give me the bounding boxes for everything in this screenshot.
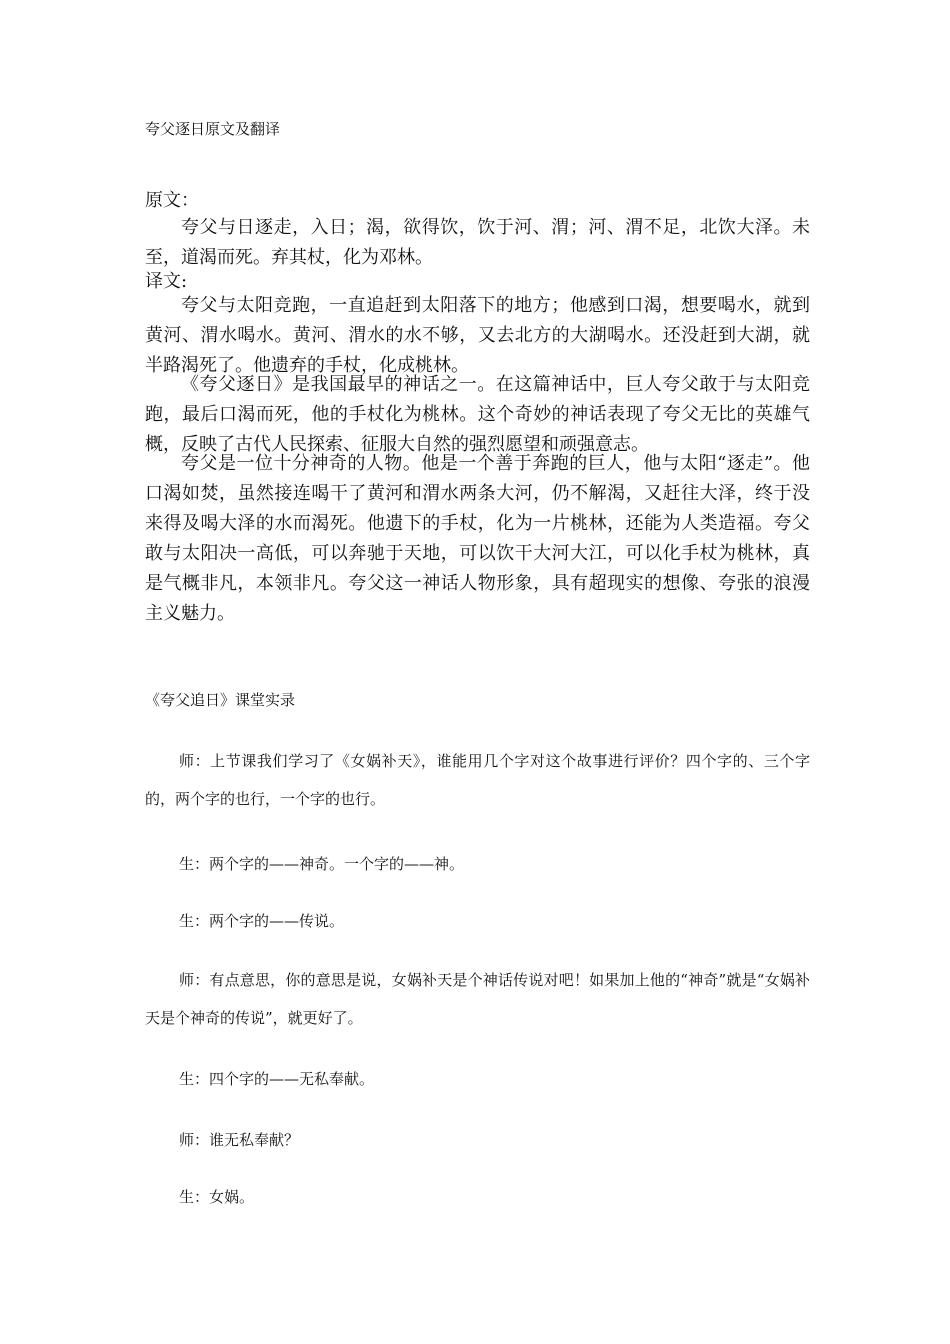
- analysis-paragraph: 《夸父逐日》是我国最早的神话之一。在这篇神话中，巨人夸父敢于与太阳竞跑，最后口渴而死，他的手杖化为桃林。这个奇妙的神话表现了夸父无比的英雄气概，反映了古代人民探索、征服大自然的强烈愿望和顽强意志。: [145, 374, 810, 455]
- translation-paragraph: 夸父与太阳竞跑，一直追赶到太阳落下的地方；他感到口渴，想要喝水，就到黄河、渭水喝水。黄河、渭水的水不够，又去北方的大湖喝水。还没赶到大湖，就半路渴死了。他遗弃的手杖，化成桃林。: [145, 295, 810, 376]
- dialogue-line: 生：四个字的——无私奉献。: [179, 1070, 375, 1088]
- dialogue-line: 师：有点意思，你的意思是说，女娲补天是个神话传说对吧！如果加上他的“神奇”就是“女娲补天是个神奇的传说”，就更好了。: [145, 971, 810, 1027]
- original-label: 原文：: [145, 190, 199, 211]
- lesson-title: 《夸父追日》课堂实录: [145, 691, 296, 709]
- dialogue-line: 生：两个字的——传说。: [179, 912, 345, 930]
- character-paragraph: 夸父是一位十分神奇的人物。他是一个善于奔跑的巨人，他与太阳“逐走”。他口渴如焚，虽然接连喝干了黄河和渭水两条大河，仍不解渴，又赶往大泽，终于没来得及喝大泽的水而渴死。他遗下的手杖，化为一片桃林，还能为人类造福。夸父敢与太阳决一高低，可以奔驰于天地，可以饮干大河大江，可以化手杖为桃林，真是气概非凡，本领非凡。夸父这一神话人物形象，具有超现实的想像、夸张的浪漫主义魅力。: [145, 453, 810, 624]
- dialogue-line: 师：谁无私奉献？: [179, 1131, 300, 1149]
- dialogue-line: 师：上节课我们学习了《女娲补天》，谁能用几个字对这个故事进行评价？四个字的、三个字的，两个字的也行，一个字的也行。: [145, 752, 810, 808]
- original-text: 夸父与日逐走，入日；渴，欲得饮，饮于河、渭；河、渭不足，北饮大泽。未至，道渴而死。弃其杖，化为邓林。: [145, 217, 810, 268]
- document-title: 夸父逐日原文及翻译: [145, 120, 281, 138]
- dialogue-line: 生：两个字的——神奇。一个字的——神。: [179, 855, 465, 873]
- translation-label: 译文:: [145, 271, 188, 292]
- dialogue-line: 生：女娲。: [179, 1188, 255, 1206]
